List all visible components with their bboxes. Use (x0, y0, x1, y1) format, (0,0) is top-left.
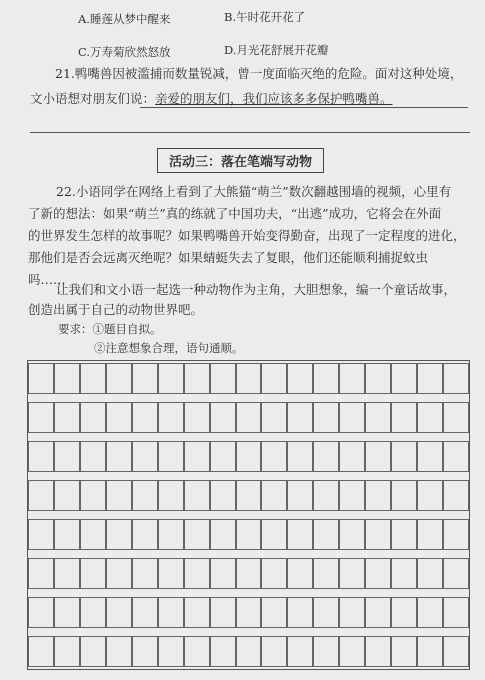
writing-cell[interactable] (28, 480, 54, 511)
q21-prefix: 文小语想对朋友们说： (30, 91, 156, 106)
writing-cell[interactable] (158, 480, 184, 511)
writing-cell[interactable] (184, 363, 210, 394)
writing-cell[interactable] (106, 636, 132, 667)
writing-cell[interactable] (132, 558, 158, 589)
writing-cell[interactable] (184, 597, 210, 628)
writing-cell[interactable] (417, 363, 443, 394)
option-a: A.睡莲从梦中醒来 (78, 12, 171, 26)
writing-cell[interactable] (158, 519, 184, 550)
writing-cell[interactable] (106, 363, 132, 394)
writing-cell[interactable] (365, 519, 391, 550)
requirements-label: 要求： (58, 322, 93, 336)
writing-cell[interactable] (158, 441, 184, 472)
writing-cell[interactable] (132, 636, 158, 667)
writing-cell[interactable] (339, 636, 365, 667)
writing-cell[interactable] (287, 480, 313, 511)
q22-line1: 22.小语同学在网络上看到了大熊猫“萌兰”数次翻越围墙的视频，心里有 (56, 184, 452, 199)
writing-cell[interactable] (391, 636, 417, 667)
writing-cell[interactable] (261, 636, 287, 667)
writing-cell[interactable] (417, 441, 443, 472)
writing-cell[interactable] (54, 636, 80, 667)
writing-cell[interactable] (28, 441, 54, 472)
writing-cell[interactable] (391, 441, 417, 472)
writing-cell[interactable] (184, 441, 210, 472)
writing-cell[interactable] (417, 402, 443, 433)
writing-cell[interactable] (80, 402, 106, 433)
writing-cell[interactable] (80, 558, 106, 589)
writing-cell[interactable] (158, 636, 184, 667)
writing-cell[interactable] (391, 363, 417, 394)
writing-cell[interactable] (80, 480, 106, 511)
writing-cell[interactable] (261, 480, 287, 511)
answer-line-2 (30, 132, 470, 133)
writing-cell[interactable] (28, 363, 54, 394)
writing-cell[interactable] (339, 480, 365, 511)
option-c: C.万寿菊欣然怒放 (78, 45, 171, 59)
writing-cell[interactable] (210, 519, 236, 550)
writing-cell[interactable] (391, 402, 417, 433)
writing-cell[interactable] (261, 363, 287, 394)
writing-cell[interactable] (236, 480, 262, 511)
q22-line7: 创造出属于自己的动物世界吧。 (28, 302, 204, 317)
writing-cell[interactable] (210, 480, 236, 511)
writing-cell[interactable] (106, 402, 132, 433)
writing-cell[interactable] (132, 480, 158, 511)
writing-grid[interactable] (27, 360, 470, 670)
writing-cell[interactable] (443, 519, 469, 550)
writing-cell[interactable] (106, 558, 132, 589)
writing-cell[interactable] (443, 441, 469, 472)
writing-cell[interactable] (391, 597, 417, 628)
writing-cell[interactable] (261, 597, 287, 628)
writing-cell[interactable] (417, 480, 443, 511)
writing-cell[interactable] (391, 480, 417, 511)
writing-cell[interactable] (210, 402, 236, 433)
writing-cell[interactable] (210, 441, 236, 472)
writing-cell[interactable] (28, 597, 54, 628)
writing-cell[interactable] (443, 597, 469, 628)
writing-cell[interactable] (287, 363, 313, 394)
writing-cell[interactable] (106, 597, 132, 628)
writing-cell[interactable] (313, 597, 339, 628)
writing-cell[interactable] (184, 636, 210, 667)
writing-cell[interactable] (236, 597, 262, 628)
writing-cell[interactable] (28, 636, 54, 667)
writing-cell[interactable] (54, 597, 80, 628)
writing-cell[interactable] (443, 363, 469, 394)
writing-cell[interactable] (287, 519, 313, 550)
writing-cell[interactable] (54, 402, 80, 433)
writing-cell[interactable] (236, 558, 262, 589)
option-b: B.午时花开花了 (224, 10, 306, 24)
writing-cell[interactable] (261, 402, 287, 433)
writing-cell[interactable] (339, 597, 365, 628)
writing-cell[interactable] (80, 363, 106, 394)
writing-cell[interactable] (132, 597, 158, 628)
writing-cell[interactable] (365, 480, 391, 511)
q21-line1: 21.鸭嘴兽因被滥捕而数量锐减，曾一度面临灭绝的危险。面对这种处境， (55, 66, 463, 81)
writing-cell[interactable] (210, 597, 236, 628)
writing-cell[interactable] (54, 558, 80, 589)
writing-cell[interactable] (54, 363, 80, 394)
writing-cell[interactable] (236, 441, 262, 472)
writing-cell[interactable] (28, 519, 54, 550)
requirement-2: ②注意想象合理，语句通顺。 (94, 341, 244, 355)
writing-cell[interactable] (158, 402, 184, 433)
writing-cell[interactable] (287, 597, 313, 628)
writing-cell[interactable] (287, 402, 313, 433)
q22-line3: 的世界发生怎样的故事呢？如果鸭嘴兽开始变得勤奋，出现了一定程度的进化， (28, 228, 466, 243)
writing-cell[interactable] (54, 441, 80, 472)
q22-line5: 吗…… (28, 272, 66, 287)
writing-cell[interactable] (339, 558, 365, 589)
writing-cell[interactable] (313, 558, 339, 589)
answer-line-1 (140, 107, 468, 108)
writing-cell[interactable] (158, 363, 184, 394)
writing-cell[interactable] (365, 363, 391, 394)
writing-cell[interactable] (184, 402, 210, 433)
writing-cell[interactable] (443, 558, 469, 589)
writing-cell[interactable] (106, 519, 132, 550)
writing-cell[interactable] (443, 636, 469, 667)
writing-cell[interactable] (365, 441, 391, 472)
writing-cell[interactable] (339, 402, 365, 433)
writing-cell[interactable] (132, 402, 158, 433)
writing-cell[interactable] (106, 480, 132, 511)
writing-cell[interactable] (132, 519, 158, 550)
writing-cell[interactable] (443, 402, 469, 433)
writing-cell[interactable] (28, 402, 54, 433)
writing-cell[interactable] (210, 363, 236, 394)
writing-cell[interactable] (236, 363, 262, 394)
writing-cell[interactable] (184, 558, 210, 589)
writing-cell[interactable] (313, 441, 339, 472)
writing-cell[interactable] (54, 480, 80, 511)
writing-cell[interactable] (132, 441, 158, 472)
writing-cell[interactable] (313, 363, 339, 394)
writing-cell[interactable] (236, 402, 262, 433)
q22-line6: 让我们和文小语一起选一种动物作为主角，大胆想象，编一个童话故事， (56, 282, 457, 297)
writing-cell[interactable] (417, 636, 443, 667)
writing-cell[interactable] (313, 480, 339, 511)
writing-cell[interactable] (313, 402, 339, 433)
writing-cell[interactable] (236, 636, 262, 667)
writing-cell[interactable] (365, 636, 391, 667)
writing-cell[interactable] (417, 597, 443, 628)
writing-cell[interactable] (365, 402, 391, 433)
writing-cell[interactable] (287, 558, 313, 589)
writing-cell[interactable] (339, 441, 365, 472)
writing-cell[interactable] (443, 480, 469, 511)
writing-cell[interactable] (313, 636, 339, 667)
writing-cell[interactable] (339, 519, 365, 550)
writing-cell[interactable] (132, 363, 158, 394)
writing-cell[interactable] (80, 597, 106, 628)
writing-cell[interactable] (184, 519, 210, 550)
writing-cell[interactable] (210, 558, 236, 589)
writing-cell[interactable] (54, 519, 80, 550)
writing-cell[interactable] (106, 441, 132, 472)
writing-cell[interactable] (28, 558, 54, 589)
q21-answer: 亲爱的朋友们，我们应该多多保护鸭嘴兽。 (155, 91, 393, 106)
writing-cell[interactable] (158, 597, 184, 628)
writing-cell[interactable] (417, 558, 443, 589)
writing-cell[interactable] (80, 636, 106, 667)
writing-cell[interactable] (261, 558, 287, 589)
writing-cell[interactable] (365, 558, 391, 589)
writing-cell[interactable] (391, 519, 417, 550)
requirement-1: ①题目自拟。 (92, 322, 162, 336)
writing-cell[interactable] (365, 597, 391, 628)
writing-cell[interactable] (236, 519, 262, 550)
q22-line4: 那他们是否会远离灭绝呢？如果蜻蜓失去了复眼，他们还能顺利捕捉蚊虫 (28, 250, 429, 265)
activity-title: 活动三：落在笔端写动物 (157, 148, 324, 173)
writing-cell[interactable] (80, 441, 106, 472)
writing-cell[interactable] (287, 441, 313, 472)
option-d: D.月光花舒展开花瓣 (224, 43, 329, 57)
writing-cell[interactable] (339, 363, 365, 394)
writing-cell[interactable] (287, 636, 313, 667)
writing-cell[interactable] (391, 558, 417, 589)
writing-cell[interactable] (261, 519, 287, 550)
writing-cell[interactable] (158, 558, 184, 589)
writing-cell[interactable] (417, 519, 443, 550)
writing-cell[interactable] (313, 519, 339, 550)
q22-line2: 了新的想法：如果“萌兰”真的练就了中国功夫，“出逃”成功，它将会在外面 (28, 206, 442, 221)
q21-line2 (30, 91, 393, 106)
writing-cell[interactable] (184, 480, 210, 511)
requirements-line1 (58, 322, 162, 337)
writing-cell[interactable] (261, 441, 287, 472)
writing-cell[interactable] (80, 519, 106, 550)
writing-cell[interactable] (210, 636, 236, 667)
